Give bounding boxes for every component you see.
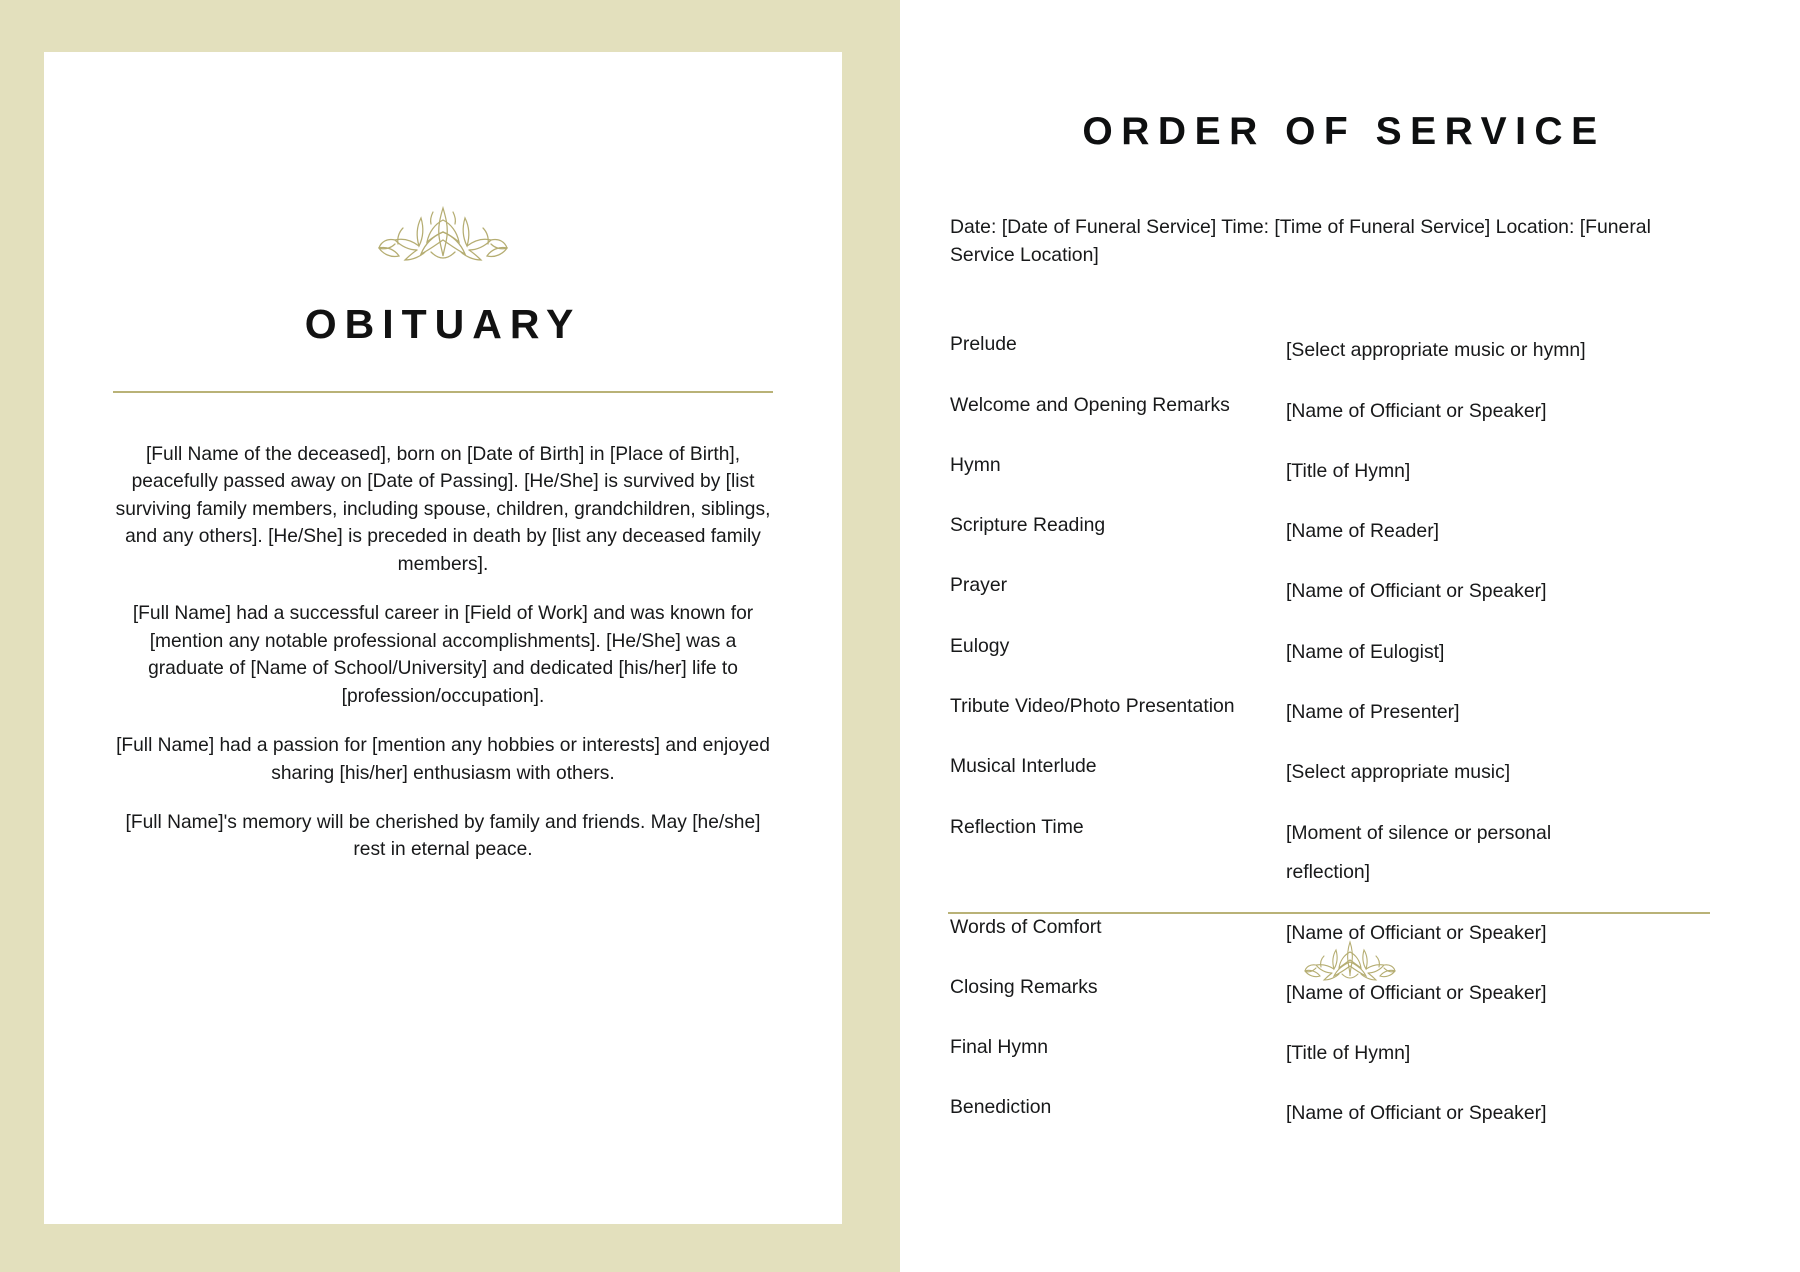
service-item-label: Tribute Video/Photo Presentation [950,694,1235,717]
order-of-service-divider [948,912,1710,914]
service-item-row [950,753,1722,793]
service-item-value: [Name of Eulogist] [1286,640,1445,663]
service-item-label: Words of Comfort [950,915,1102,938]
service-item-label: Scripture Reading [950,514,1106,537]
service-item-label: Welcome and Opening Remarks [950,393,1230,416]
service-item-label: Reflection Time [950,815,1084,838]
service-item-value: [Select appropriate music or hymn] [1286,339,1586,362]
order-of-service-page [900,0,1800,1272]
service-item-label: Prelude [950,333,1017,356]
service-item-label: Prayer [950,574,1008,597]
obituary-card [44,52,842,1224]
order-of-service-title: ORDER OF SERVICE [1082,110,1606,153]
obituary-paragraph: [Full Name]'s memory will be cherished by family and friends. May [he/she] rest in eternal peace. [125,811,761,861]
service-item-value: [Name of Officiant or Speaker] [1286,580,1547,603]
service-item-row [950,331,1722,371]
service-item-row [950,633,1722,673]
obituary-title: OBITUARY [304,301,582,347]
service-item-row [950,452,1722,492]
service-item-value: [Moment of silence or personal reflection] [1286,821,1552,884]
service-item-label: Benediction [950,1096,1052,1119]
service-item-value: [Name of Officiant or Speaker] [1286,1102,1547,1125]
service-item-row [950,1094,1722,1134]
service-item-label: Eulogy [950,634,1010,657]
service-item-value: [Name of Presenter] [1286,700,1460,723]
floral-flourish-ornament [343,202,543,264]
obituary-divider [113,391,773,393]
service-item-value: [Name of Reader] [1286,520,1440,543]
order-of-service-list [950,331,1722,1134]
service-item-row [950,814,1722,894]
service-item-value: [Title of Hymn] [1286,1042,1411,1065]
floral-flourish-ornament [1294,938,1406,984]
obituary-paragraph: [Full Name] had a passion for [mention any hobbies or interests] and enjoyed sharing [his/her] enthusiasm with others. [116,735,770,784]
service-item-row [950,1034,1722,1074]
service-item-label: Final Hymn [950,1036,1049,1059]
service-item-value: [Name of Officiant or Speaker] [1286,981,1547,1004]
service-item-row [950,392,1722,432]
service-item-row [950,693,1722,733]
obituary-paragraph: [Full Name] had a successful career in [Field of Work] and was known for [mention any notable professional accomplishments]. [He/She] was a graduate of [Name of School/University] and dedicated [his/her] life to [profession/occupation]. [132,603,754,707]
service-item-row [950,512,1722,552]
obituary-paragraph: [Full Name of the deceased], born on [Date of Birth] in [Place of Birth], peacefully passed away on [Date of Passing]. [He/She] is survived by [list surviving family members, including spouse, children, grandchildren, siblings, and any others]. [He/She] is preceded in death by [list any deceased family members]. [115,444,771,575]
service-item-value: [Name of Officiant or Speaker] [1286,399,1547,422]
service-details-line: Date: [Date of Funeral Service] Time: [Time of Funeral Service] Location: [Funeral Service Location] [950,216,1651,267]
service-item-value: [Select appropriate music] [1286,761,1511,784]
service-item-row [950,572,1722,612]
service-item-label: Hymn [950,453,1001,476]
obituary-body [112,441,774,864]
service-item-label: Closing Remarks [950,975,1098,998]
service-item-label: Musical Interlude [950,755,1097,778]
service-item-value: [Title of Hymn] [1286,459,1411,482]
service-item-value: [Name of Officiant or Speaker] [1286,921,1547,944]
